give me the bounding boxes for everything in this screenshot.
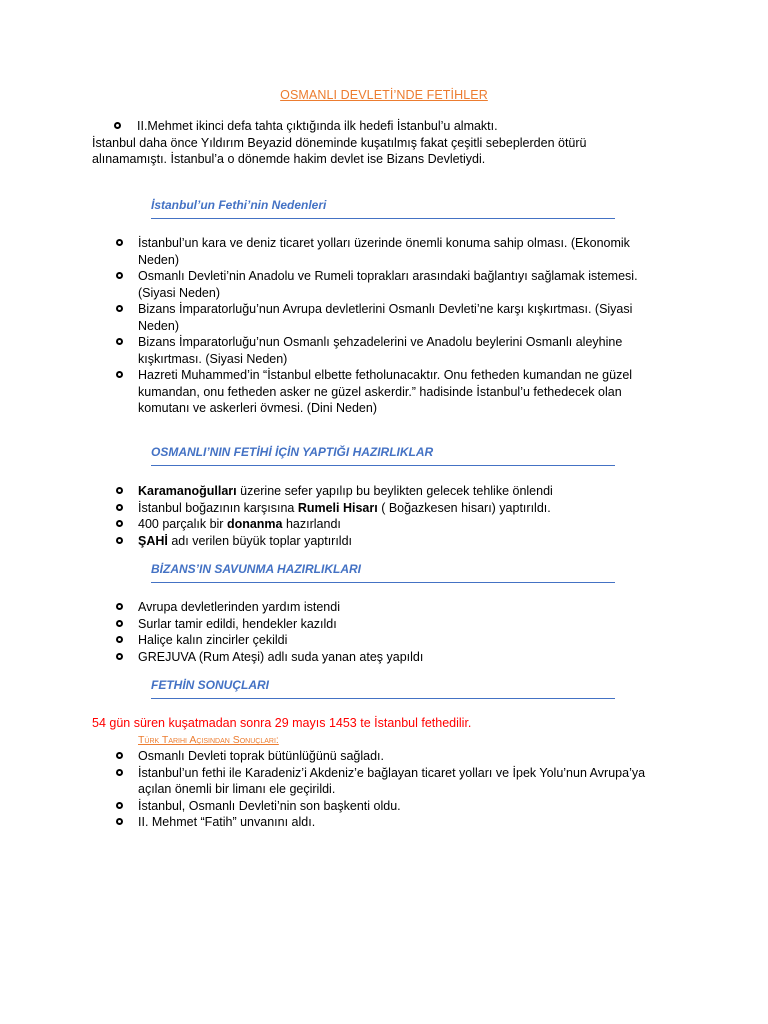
bullet-icon (116, 818, 123, 825)
bullet-icon (116, 305, 123, 312)
list-item: ŞAHİ adı verilen büyük toplar yaptırıldı (114, 533, 674, 550)
bullet-icon (116, 603, 123, 610)
list-item: İstanbul’un fethi ile Karadeniz’i Akdeniz’e bağlayan ticaret yolları ve İpek Yolu’nun Avrupa’ya açılan önemli bir limanı ele geçirildi. (114, 765, 674, 798)
list-item: İstanbul boğazının karşısına Rumeli Hisarı ( Boğazkesen hisarı) yaptırıldı. (114, 500, 674, 517)
bullet-icon (116, 520, 123, 527)
list-item: Surlar tamir edildi, hendekler kazıldı (114, 616, 674, 633)
list-item: Hazreti Muhammed’in “İstanbul elbette fetholunacaktır. Onu fetheden kumandan ne güzel kumandan, onu fetheden asker ne güzel askerdir.” hadisinde İstanbul’u fethedecek olan komutanı ve askerleri övmesi. (Dini Neden) (114, 367, 674, 417)
intro-paragraph (92, 118, 692, 168)
intro-line: alınamamıştı. İstanbul’a o dönemde hakim devlet ise Bizans Devletiydi. (92, 152, 486, 166)
bullet-icon (116, 769, 123, 776)
list-item: 400 parçalık bir donanma hazırlandı (114, 516, 674, 533)
intro-bullet-line (92, 118, 692, 135)
defense-list (114, 599, 674, 665)
list-item: Karamanoğulları üzerine sefer yapılıp bu beylikten gelecek tehlike önlendi (114, 483, 674, 500)
list-item: Bizans İmparatorluğu’nun Avrupa devletlerini Osmanlı Devleti’ne karşı kışkırtması. (Siyasi Neden) (114, 301, 674, 334)
bullet-icon (116, 537, 123, 544)
list-item: İstanbul, Osmanlı Devleti’nin son başkenti oldu. (114, 798, 674, 815)
reasons-list (114, 235, 674, 417)
bullet-icon (114, 122, 121, 129)
intro-line: İstanbul daha önce Yıldırım Beyazid döneminde kuşatılmış fakat çeşitli sebeplerden ötürü (92, 135, 587, 150)
page-title: OSMANLI DEVLETİ’NDE FETİHLER (280, 88, 488, 102)
list-item: GREJUVA (Rum Ateşi) adlı suda yanan ateş yapıldı (114, 649, 674, 666)
results-subheading: Türk Tarihi Açısından Sonuçları: (138, 734, 279, 746)
bullet-icon (116, 487, 123, 494)
bullet-icon (116, 239, 123, 246)
list-item: Osmanlı Devleti toprak bütünlüğünü sağladı. (114, 748, 674, 765)
preparations-list (114, 483, 674, 549)
list-item: II. Mehmet “Fatih” unvanını aldı. (114, 814, 674, 831)
section-heading-reasons: İstanbul’un Fethi’nin Nedenleri (151, 197, 615, 219)
list-item: Haliçe kalın zincirler çekildi (114, 632, 674, 649)
list-item: Osmanlı Devleti’nin Anadolu ve Rumeli toprakları arasındaki bağlantıyı sağlamak istemesi. (Siyasi Neden) (114, 268, 674, 301)
results-list (114, 748, 674, 831)
bullet-icon (116, 371, 123, 378)
section-heading-preparations: OSMANLI’NIN FETİHİ İÇİN YAPTIĞI HAZIRLIKLAR (151, 444, 615, 466)
bullet-icon (116, 620, 123, 627)
bullet-icon (116, 272, 123, 279)
list-item: İstanbul’un kara ve deniz ticaret yolları üzerinde önemli konuma sahip olması. (Ekonomik Neden) (114, 235, 674, 268)
bullet-icon (116, 802, 123, 809)
bullet-icon (116, 338, 123, 345)
bullet-icon (116, 653, 123, 660)
bullet-icon (116, 752, 123, 759)
intro-bullet-text: II.Mehmet ikinci defa tahta çıktığında ilk hedefi İstanbul’u almaktı. (137, 119, 498, 133)
bullet-icon (116, 636, 123, 643)
bullet-icon (116, 504, 123, 511)
list-item: Bizans İmparatorluğu’nun Osmanlı şehzadelerini ve Anadolu beylerini Osmanlı aleyhine kışkırtması. (Siyasi Neden) (114, 334, 674, 367)
list-item: Avrupa devletlerinden yardım istendi (114, 599, 674, 616)
section-heading-defense: BİZANS’IN SAVUNMA HAZIRLIKLARI (151, 561, 615, 583)
conquest-date-line: 54 gün süren kuşatmadan sonra 29 mayıs 1453 te İstanbul fethedilir. (92, 716, 472, 730)
section-heading-results: FETHİN SONUÇLARI (151, 677, 615, 699)
